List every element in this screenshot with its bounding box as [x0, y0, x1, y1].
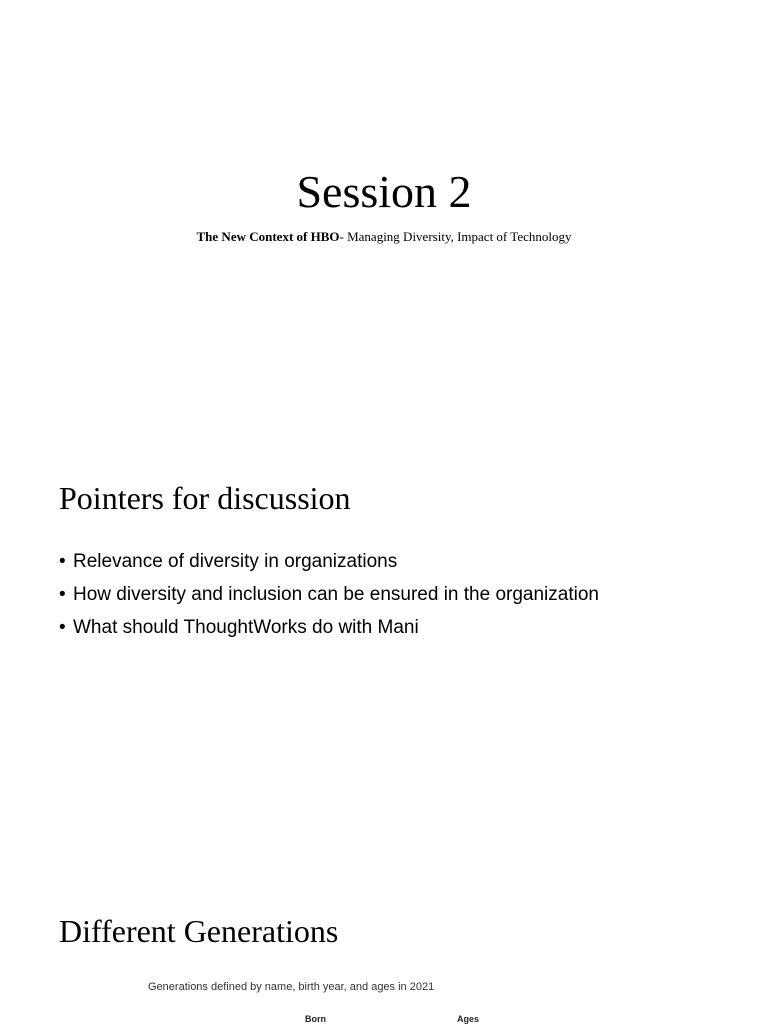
bullet-glyph: • — [59, 551, 66, 572]
figure-caption: Generations defined by name, birth year, and ages in 2021 — [148, 981, 435, 993]
bullet-glyph: • — [59, 617, 66, 638]
bullet-item — [59, 583, 599, 616]
slide-heading: Pointers for discussion — [59, 480, 351, 516]
slide-session-2 — [0, 0, 768, 433]
figure-column-ages: Ages — [457, 1014, 480, 1024]
bullet-item — [59, 550, 599, 583]
bullet-text: How diversity and inclusion can be ensured in the organization — [73, 584, 599, 605]
slide-title: Session 2 — [296, 166, 472, 217]
bullet-text: What should ThoughtWorks do with Mani — [73, 617, 419, 638]
bullet-list — [59, 550, 599, 649]
slide-pointers — [0, 433, 768, 866]
bullet-item — [59, 616, 599, 649]
bullet-text: Relevance of diversity in organizations — [73, 551, 398, 572]
subtitle-rest-part: - Managing Diversity, Impact of Technology — [339, 229, 572, 244]
slide-subtitle — [0, 228, 768, 246]
figure-column-born: Born — [305, 1014, 326, 1024]
bullet-glyph: • — [59, 584, 66, 605]
slide-heading: Different Generations — [59, 913, 339, 949]
subtitle-bold-part: The New Context of HBO — [196, 229, 340, 244]
slide-generations — [0, 866, 768, 1024]
